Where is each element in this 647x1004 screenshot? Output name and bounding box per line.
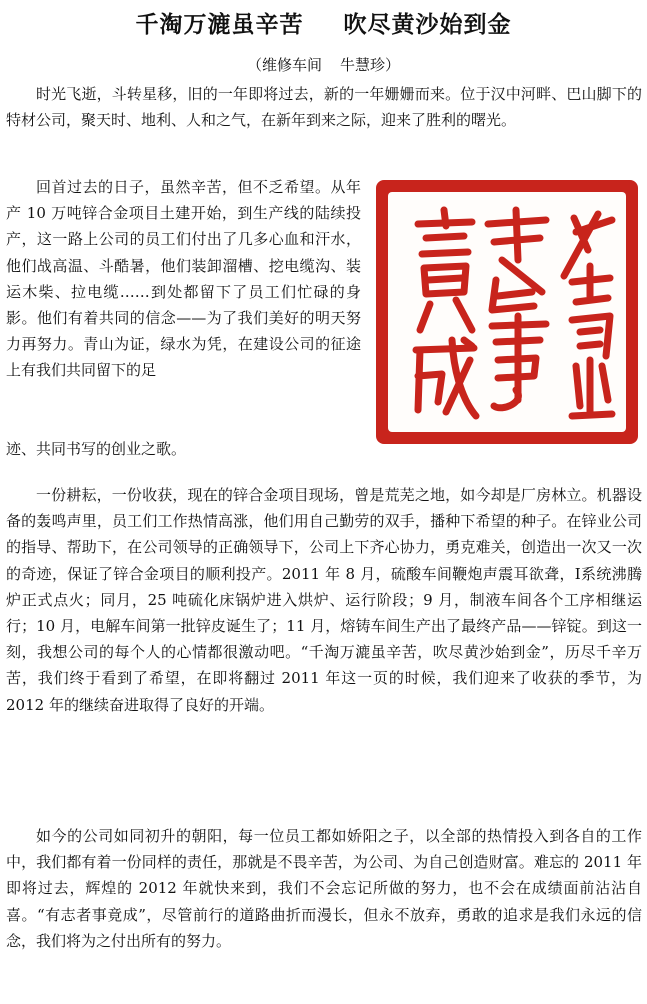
paragraph-2: 回首过去的日子，虽然辛苦，但不乏希望。从年产 10 万吨锌合金项目土建开始，到生产线的陆续投产，这一路上公司的员工们付出了几多心血和汗水，他们战高温、斗酷暑，他们装卸溜槽、挖电缆沟、装运木柴、拉电缆……到处都留下了员工们忙碌的身影。他们有着共同的信念——为了我们美好的明天努力再努力。青山为证，绿水为凭，在建设公司的征途上有我们共同留下的足 <box>6 178 361 380</box>
seal-stamp-svg <box>376 180 638 444</box>
paragraph-4: 如今的公司如同初升的朝阳，每一位员工都如娇阳之子，以全部的热情投入到各自的工作中，我们都有着一份同样的责任，那就是不畏辛苦，为公司、为自己创造财富。难忘的 2011 年即将过去，辉煌的 2012 年就快来到，我们不会忘记所做的努力，也不会在成绩面前沾沾自喜。“有志者事竟成”，尽管前行的道路曲折而漫长，但永不放弃，勇敢的追求是我们永远的信念，我们将为之付出所有的努力。 <box>6 827 642 950</box>
title-part-1: 千淘万漉虽辛苦 <box>135 11 304 38</box>
paragraph-1: 时光飞逝，斗转星移，旧的一年即将过去，新的一年姗姗而来。位于汉中河畔、巴山脚下的特材公司，聚天时、地利、人和之气，在新年到来之际，迎来了胜利的曙光。 <box>6 85 642 130</box>
byline <box>0 54 647 75</box>
paragraph-2-end: 迹、共同书写的创业之歌。 <box>6 440 187 458</box>
paragraph-3: 一份耕耘，一份收获，现在的锌合金项目现场，曾是荒芜之地，如今却是厂房林立。机器设备的轰鸣声里，员工们工作热情高涨，他们用自己勤劳的双手，播种下希望的种子。在锌业公司的指导、帮助下，在公司领导的正确领导下，公司上下齐心协力，勇克难关，创造出一次又一次的奇迹，保证了锌合金项目的顺利投产。2011 年 8 月，硫酸车间鞭炮声震耳欲聋，Ⅰ系统沸腾炉正式点火；同月，25 吨硫化床锅炉进入烘炉、运行阶段；9 月，制液车间各个工序相继运行；10 月，电解车间第一批锌皮诞生了；11 月，熔铸车间生产出了最终产品——锌锭。到这一刻，我想公司的每个人的心情都很激动吧。“千淘万漉虽辛苦，吹尽黄沙始到金”，历尽千辛万苦，我们终于看到了希望，在即将翻过 2011 年这一页的时候，我们迎来了收获的季节，为 2012 年的继续奋进取得了良好的开端。 <box>6 486 642 714</box>
seal-stamp-image <box>376 180 638 444</box>
byline-author: 牛慧珍） <box>340 56 401 74</box>
title-part-2: 吹尽黄沙始到金 <box>343 11 512 38</box>
byline-department: （维修车间 <box>246 56 322 74</box>
article-title <box>0 6 647 39</box>
